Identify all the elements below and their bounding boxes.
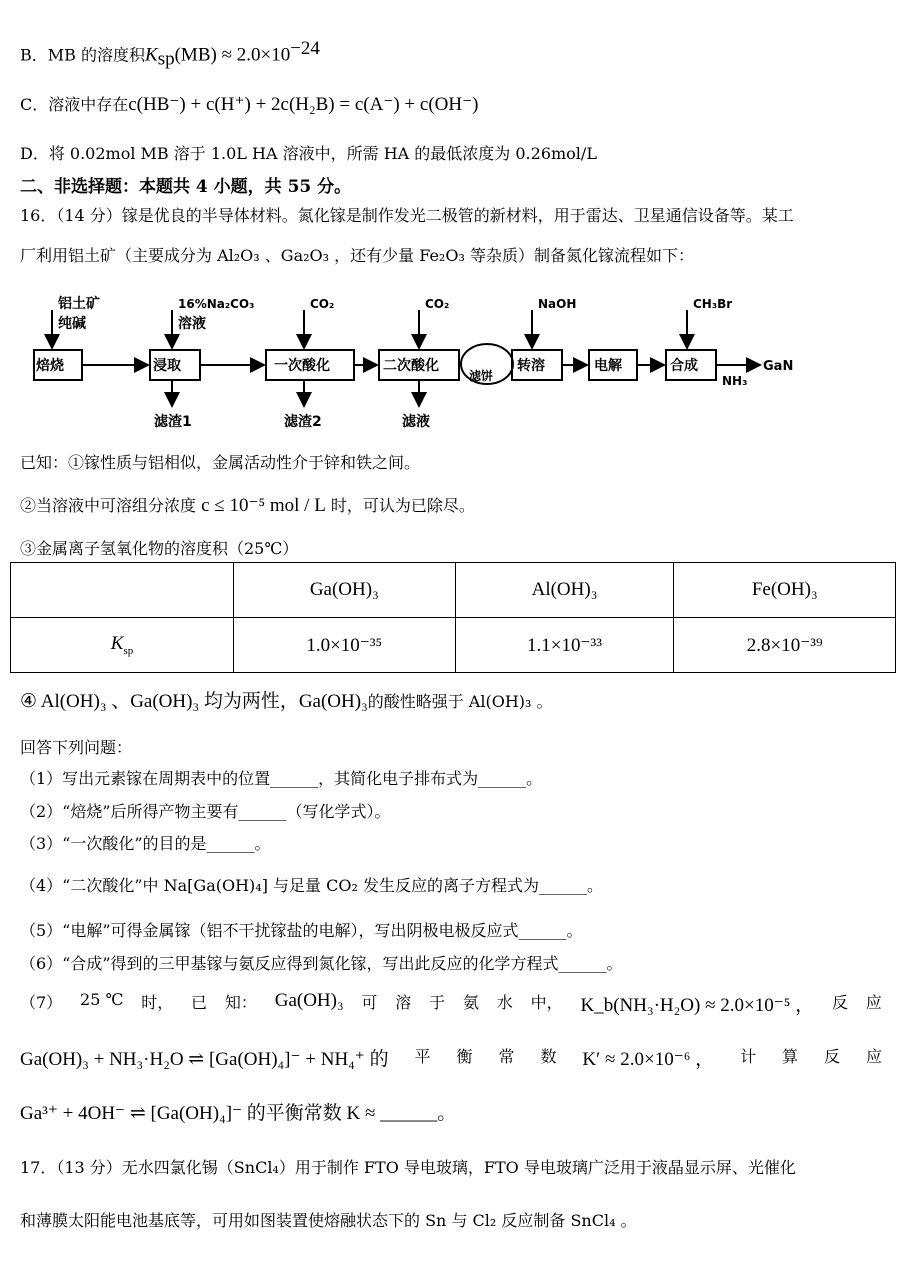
q17-line1: 17．（13 分）无水四氯化锡（SnCl₄）用于制作 FTO 导电玻璃，FTO 导电玻璃广泛用于液晶显示屏、光催化 <box>20 1158 796 1177</box>
table-cell: 2.8×10⁻³⁹ <box>674 618 896 673</box>
flow-input-label: CH₃Br <box>693 297 733 311</box>
q7-token: 算 <box>782 1047 799 1066</box>
q7-token: 平 <box>414 1047 431 1066</box>
q7-token: 反 <box>831 993 848 1012</box>
q7-token: 时， <box>141 993 174 1012</box>
q7-token: 反 <box>824 1047 841 1066</box>
q7-token: 溶 <box>395 993 412 1012</box>
q7-token: 数 <box>540 1047 557 1066</box>
flow-input-label: 铝土矿 <box>58 296 100 312</box>
q7-token: K′ ≈ 2.0×10⁻⁶ ， <box>582 1049 715 1070</box>
q16-intro-line1: 16．（14 分）镓是优良的半导体材料。氮化镓是制作发光二极管的新材料，用于雷达、卫星通信设备等。某工 <box>20 206 794 225</box>
known-4-part-a: ④ Al(OH)₃ 、Ga(OH)₃ 均为两性，Ga(OH)₃ <box>20 691 368 712</box>
table-cell: 1.1×10⁻³³ <box>455 618 674 673</box>
question-7-line1 <box>20 990 882 1017</box>
section-heading: 二、非选择题：本题共 4 小题，共 55 分。 <box>20 177 352 197</box>
flow-filter-label: 滤饼 <box>469 369 494 383</box>
flow-input-label: 纯碱 <box>58 316 86 332</box>
flow-step-label: 转溶 <box>517 358 545 374</box>
option-c-text: C．溶液中存在 <box>20 95 129 114</box>
table-header-cell: Al(OH)₃ <box>455 563 674 618</box>
flow-input-label: CO₂ <box>310 297 335 311</box>
q7-token: 已 <box>191 993 208 1012</box>
process-flowchart <box>22 288 822 438</box>
q7-token: 于 <box>429 993 446 1012</box>
q7-token: 25 ℃ <box>80 990 124 1009</box>
flow-step-label: 合成 <box>670 358 698 374</box>
flow-step-label: 二次酸化 <box>383 358 439 374</box>
ksp-table <box>10 562 896 673</box>
q16-intro-line2: 厂利用铝土矿（主要成分为 Al₂O₃ 、Ga₂O₃ ，还有少量 Fe₂O₃ 等杂质）制备氮化镓流程如下： <box>20 246 694 265</box>
flow-output-label: 滤液 <box>402 414 430 430</box>
q17-line2: 和薄膜太阳能电池基底等，可用如图装置使熔融状态下的 Sn 与 Cl₂ 反应制备 SnCl₄ 。 <box>20 1211 637 1230</box>
flow-input-label: NaOH <box>538 297 577 311</box>
known-4-part-b: 的酸性略强于 Al(OH)₃ 。 <box>367 692 553 711</box>
q7-token: K_b(NH₃·H₂O) ≈ 2.0×10⁻⁵ ， <box>580 995 815 1016</box>
q7-token: 水 <box>496 993 513 1012</box>
known-2-expression: c ≤ 10⁻⁵ mol / L <box>201 495 326 516</box>
option-b-exponent: −24 <box>290 38 320 59</box>
table-cell: 1.0×10⁻³⁵ <box>234 618 456 673</box>
answer-prompt: 回答下列问题： <box>20 738 133 757</box>
q7-token: 常 <box>498 1047 515 1066</box>
question-6: （6）“合成”得到的三甲基镓与氨反应得到氮化镓，写出此反应的化学方程式______。 <box>20 954 623 973</box>
table-header-cell: Fe(OH)₃ <box>674 563 896 618</box>
table-header-cell <box>11 563 234 618</box>
option-b: B．MB 的溶度积$K_{sp}(MB) \approx 2.0\times 10^{-24}$ <box>20 38 320 70</box>
question-4: （4）“二次酸化”中 Na[Ga(OH)₄] 与足量 CO₂ 发生反应的离子方程式为______。 <box>20 876 603 895</box>
table-header-row <box>11 563 896 618</box>
q7-token: 中， <box>530 993 563 1012</box>
option-d: D．将 0.02mol MB 溶于 1.0L HA 溶液中，所需 HA 的最低浓度为 0.26mol/L <box>20 144 597 163</box>
question-7-line3: Ga³⁺ + 4OH⁻ ⇌ [Ga(OH)₄]⁻ 的平衡常数 K ≈ ______。 <box>20 1103 457 1124</box>
question-7-line2 <box>20 1044 882 1071</box>
q7-token: 应 <box>865 1047 882 1066</box>
flow-step-label: 焙烧 <box>36 358 64 374</box>
q7-token: 衡 <box>456 1047 473 1066</box>
table-row <box>11 618 896 673</box>
q7-token: 知： <box>224 993 257 1012</box>
known-2-prefix: ②当溶液中可溶组分浓度 <box>20 496 197 515</box>
flow-input-label: 溶液 <box>178 316 206 332</box>
flow-input-label: 16%Na₂CO₃ <box>178 297 255 311</box>
flow-output-label: 滤渣2 <box>284 414 322 430</box>
flow-product-label: GaN <box>763 359 794 374</box>
flow-step-label: 一次酸化 <box>274 358 330 374</box>
table-row-label <box>11 618 234 673</box>
flow-reagent-label: NH₃ <box>722 374 748 388</box>
q7-token: 可 <box>361 993 378 1012</box>
q7-token: 氨 <box>462 993 479 1012</box>
ksp-symbol: K <box>110 633 124 655</box>
question-1: （1）写出元素镓在周期表中的位置______，其简化电子排布式为______。 <box>20 769 543 788</box>
option-c <box>20 92 478 116</box>
q7-token: （7） <box>20 993 63 1012</box>
option-c-expression: c(HB⁻) + c(H⁺) + 2c(H₂B) = c(A⁻) + c(OH⁻) <box>128 94 479 115</box>
known-2-suffix: 时，可认为已除尽。 <box>330 496 475 515</box>
known-1: 已知：①镓性质与铝相似，金属活动性介于锌和铁之间。 <box>20 453 421 472</box>
flow-step-label: 电解 <box>594 358 622 374</box>
known-3: ③金属离子氢氧化物的溶度积（25℃） <box>20 539 299 558</box>
option-b-text: B．MB 的溶度积 <box>20 45 145 65</box>
ksp-subscript: sp <box>123 644 134 657</box>
option-b-value: (MB) ≈ 2.0×10 <box>174 44 291 66</box>
q7-token: Ga(OH)₃ + NH₃·H₂O ⇌ [Ga(OH)₄]⁻ + NH₄⁺ 的 <box>20 1049 389 1070</box>
q7-token: 应 <box>865 993 882 1012</box>
known-4 <box>20 686 553 713</box>
flow-input-label: CO₂ <box>425 297 450 311</box>
flow-output-label: 滤渣1 <box>154 414 192 430</box>
flow-step-label: 浸取 <box>153 358 181 374</box>
question-2: （2）“焙烧”后所得产物主要有______（写化学式）。 <box>20 802 391 821</box>
question-3: （3）“一次酸化”的目的是______。 <box>20 834 271 853</box>
q7-token: Ga(OH)₃ <box>274 990 344 1011</box>
ksp-subscript: sp <box>157 48 175 70</box>
table-header-cell: Ga(OH)₃ <box>234 563 456 618</box>
q7-token: 计 <box>740 1047 757 1066</box>
known-2 <box>20 493 475 517</box>
question-5: （5）“电解”可得金属镓（铝不干扰镓盐的电解），写出阴极电极反应式______。 <box>20 921 583 940</box>
